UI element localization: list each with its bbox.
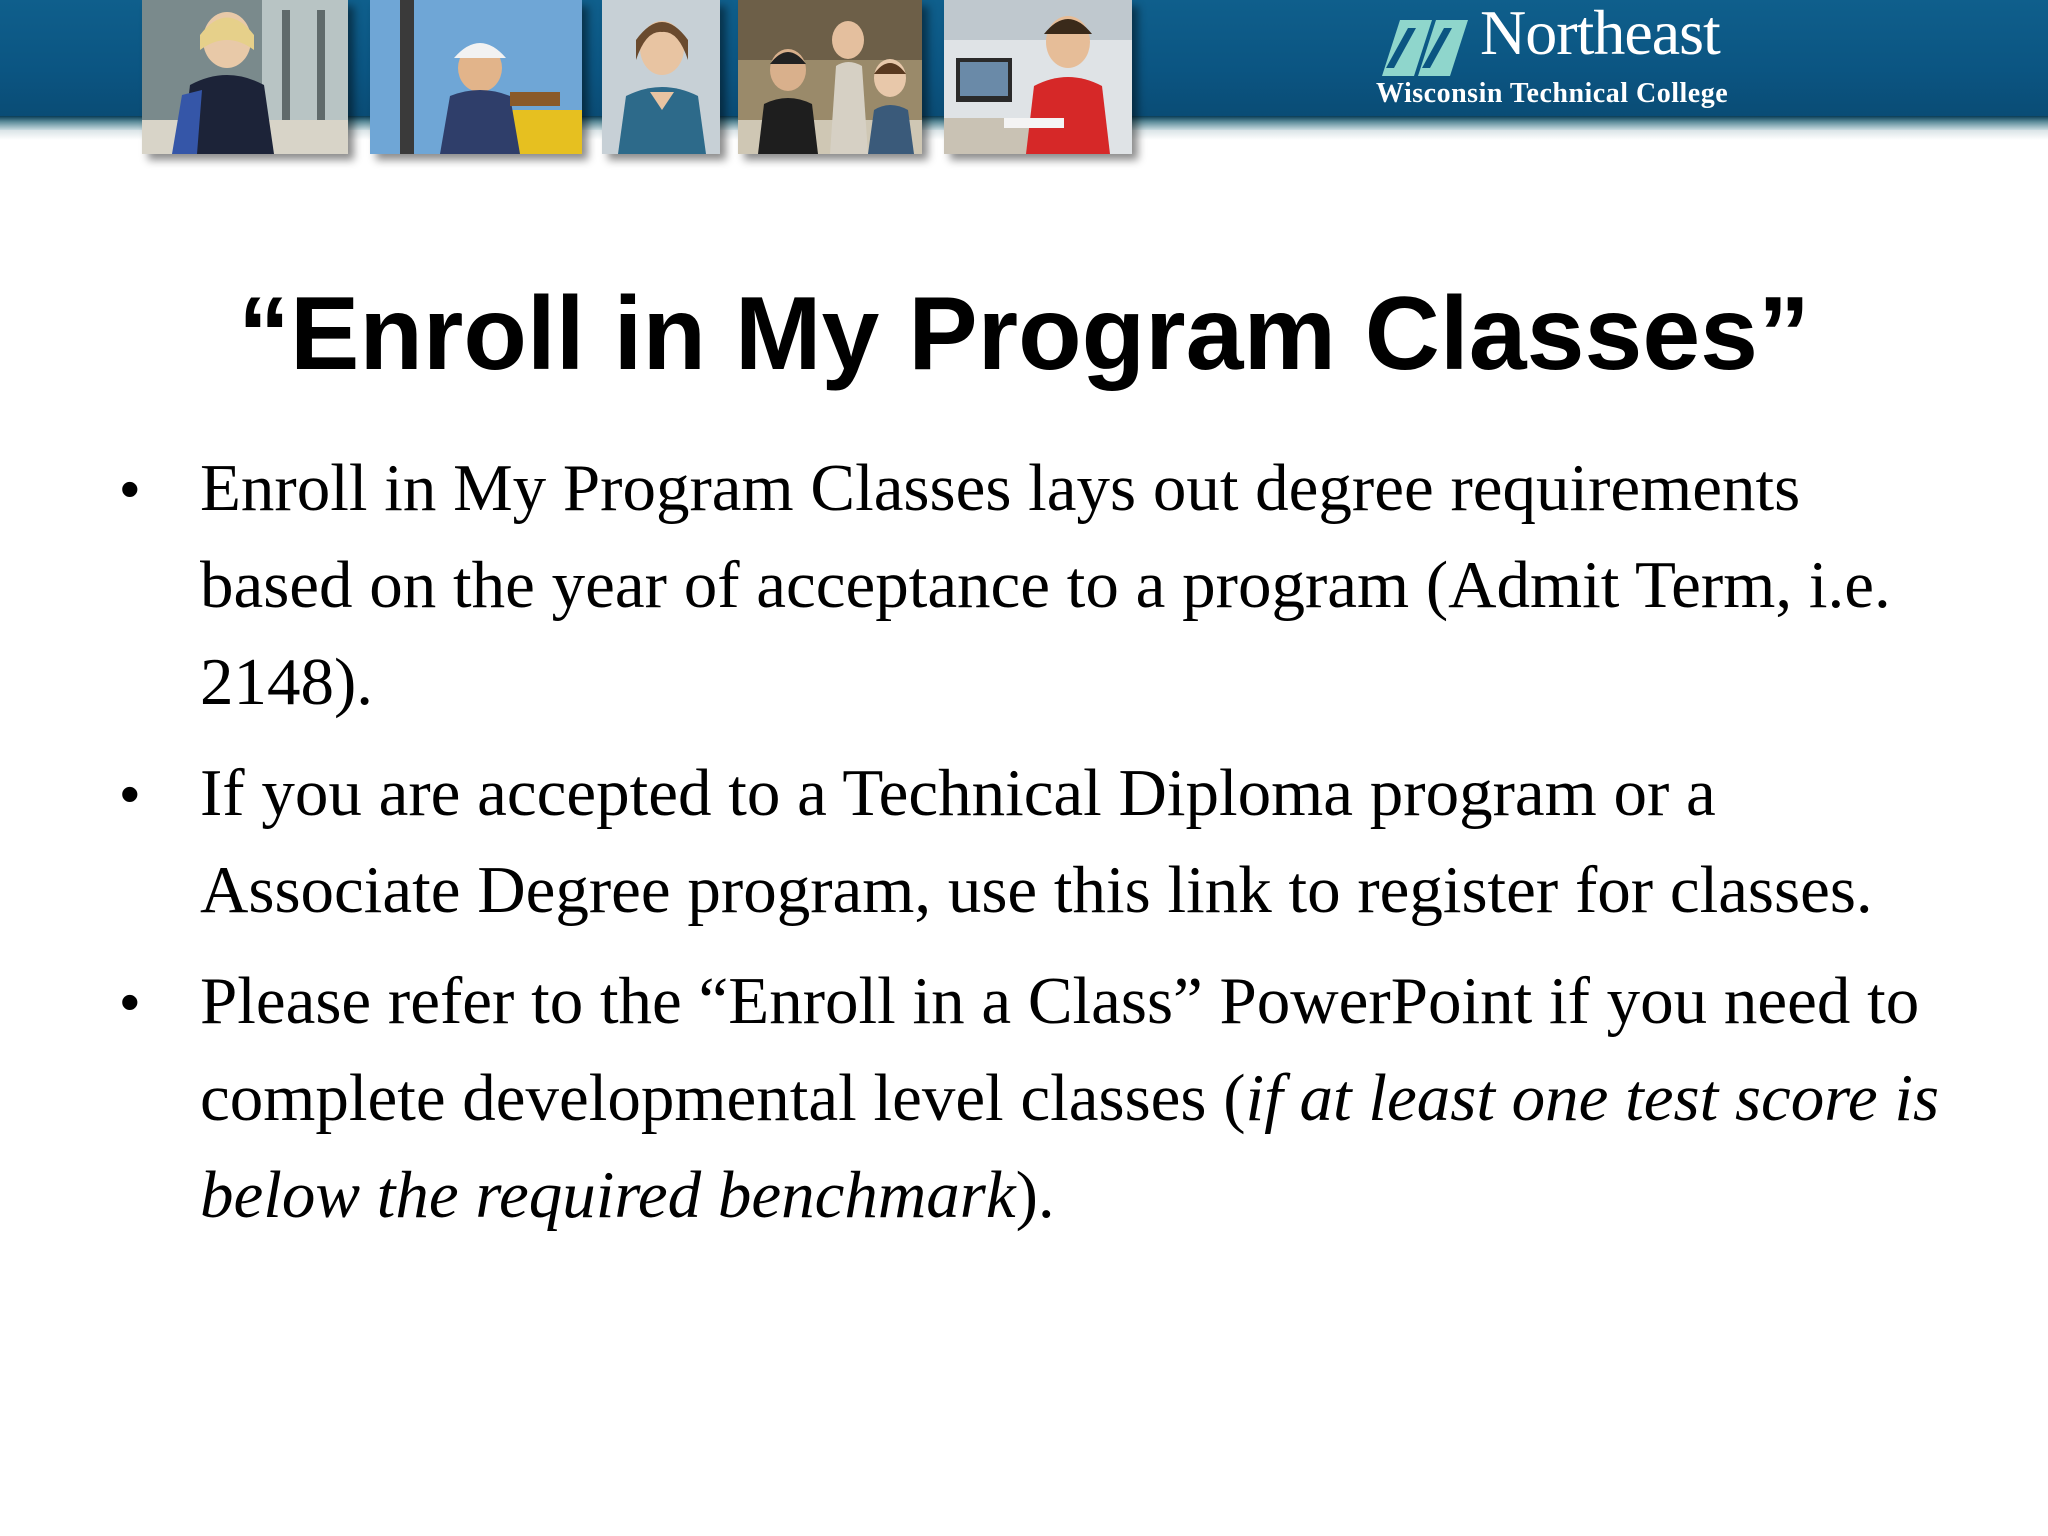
- list-item: [120, 953, 1940, 1244]
- lineworker-photo: [370, 0, 582, 154]
- northeast-logo-mark-icon: [1372, 20, 1476, 81]
- woman-at-window-photo: [142, 0, 348, 154]
- bullet-list: [120, 440, 1940, 1258]
- logo-subtitle: Wisconsin Technical College: [1376, 78, 1729, 109]
- bullet-text: Enroll in My Program Classes lays out degree requirements based on the year of acceptance to a program (Admit Term, i.e. 2148).: [200, 451, 1891, 719]
- list-item: [120, 745, 1940, 939]
- bullet-icon: •: [120, 970, 140, 1033]
- student-at-computer-photo: [944, 0, 1132, 154]
- lab-students-photo: [738, 0, 922, 154]
- bullet-text: Please refer to the “Enroll in a Class” PowerPoint if you need to complete developmental level classes (: [200, 964, 1920, 1135]
- healthcare-student-photo: [602, 0, 720, 154]
- bullet-italic-text: if at least one test score is below the required benchmark: [200, 1061, 1940, 1232]
- list-item: [120, 440, 1940, 731]
- slide-title: “Enroll in My Program Classes”: [237, 276, 1811, 392]
- bullet-text: If you are accepted to a Technical Diploma program or a Associate Degree program, use this link to register for classes.: [200, 756, 1873, 927]
- bullet-icon: •: [120, 762, 140, 825]
- bullet-text-end: ).: [1015, 1158, 1055, 1232]
- bullet-icon: •: [120, 457, 140, 520]
- logo-name: Northeast: [1480, 0, 1720, 68]
- college-logo: [1372, 2, 1772, 114]
